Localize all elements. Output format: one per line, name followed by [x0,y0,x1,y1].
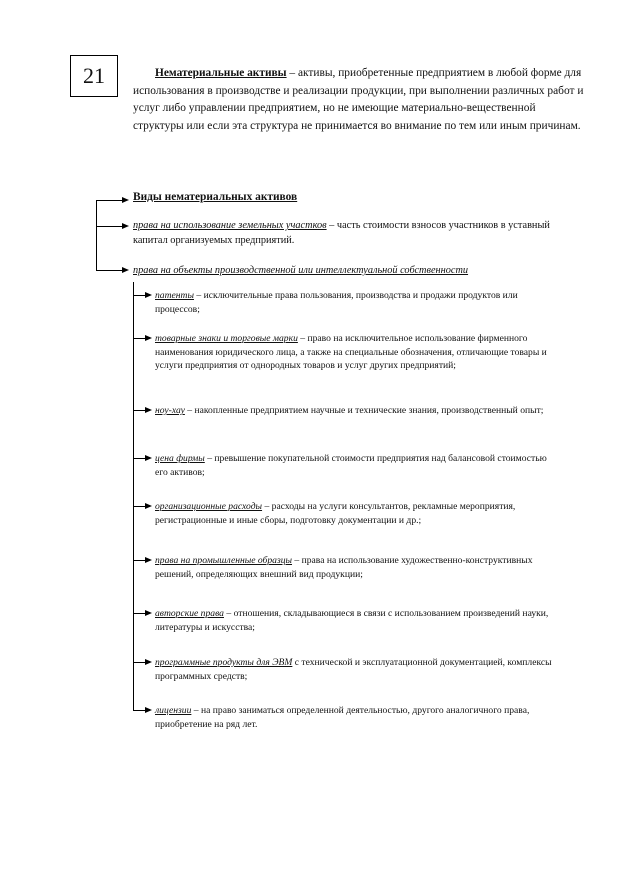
arrow-icon [145,455,152,461]
subitem-organizational-costs [155,500,560,527]
subitem-know-how [155,404,560,418]
category-land-rights [133,219,563,248]
subitem-industrial-designs [155,554,560,581]
category-text: – часть стоимости взносов участников в уставный капитал организуемых предприятий. [133,220,550,246]
subitem-text: – исключительные права пользования, производства и продажи продуктов или процессов; [155,290,518,315]
subitem-term: авторские права [155,608,224,619]
subitem-trademarks [155,332,560,373]
arrow-icon [145,503,152,509]
subitem-text: – отношения, складывающиеся в связи с использованием произведений науки, литературы и искусства; [155,608,549,633]
arrow-icon [122,197,129,203]
subitem-term: цена фирмы [155,453,205,464]
subitem-text: с технической и эксплуатационной документацией, комплексы программных средств; [155,657,552,682]
subitem-text: – расходы на услуги консультантов, рекламные мероприятия, регистрационные и иные сборы, подготовку документации и др.; [155,501,516,526]
subitem-copyright [155,607,560,634]
subitem-text: – накопленные предприятием научные и технические знания, производственный опыт; [184,405,544,416]
subitem-term: лицензии [155,705,192,716]
subitem-licenses [155,704,560,731]
arrow-icon [145,610,152,616]
category-title: права на использование земельных участков [133,220,327,231]
intro-paragraph [133,65,588,135]
subitem-term: права на промышленные образцы [155,555,293,566]
arrow-icon [122,223,129,229]
subtree-trunk-line [133,282,134,710]
arrow-icon [145,335,152,341]
intro-text: – активы, приобретенные предприятием в любой форме для использования в производстве и реализации продукции, при выполнении различных работ и услуг либо управлении предприятием, но не имеющие материально-вещественной структуры или если эта структура не принимается во внимание по тем или иным причинам. [133,67,584,132]
tree-trunk-line [96,200,97,270]
subitem-term: программные продукты для ЭВМ [155,657,293,668]
subitem-term: патенты [155,290,194,301]
subitem-text: – на право заниматься определенной деятельностью, другого аналогичного права, приобретение на ряд лет. [155,705,530,730]
subitem-patents [155,289,560,316]
subitem-text: – право на исключительное использование фирменного наименования юридического лица, а также на специальные обозначения, отличающие товары и услуги предприятия от однородных товаров и услуг других предприятий; [155,333,547,372]
arrow-icon [145,407,152,413]
category-title: права на объекты производственной или интеллектуальной собственности [133,265,469,276]
subitem-goodwill [155,452,560,479]
subitem-term: ноу-хау [155,405,185,416]
arrow-icon [145,292,152,298]
subitem-text: – права на использование художественно-конструктивных решений, определяющих внешний вид продукции; [155,555,533,580]
category-ip-rights [133,264,563,279]
subitem-term: товарные знаки и торговые марки [155,333,298,344]
arrow-icon [145,707,152,713]
subitem-software [155,656,560,683]
arrow-icon [145,659,152,665]
types-title: Виды нематериальных активов [133,191,298,203]
intro-term: Нематериальные активы [155,67,287,79]
subitem-text: – превышение покупательной стоимости предприятия над балансовой стоимостью его активов; [155,453,547,478]
arrow-icon [122,267,129,273]
subitem-term: организационные расходы [155,501,263,512]
arrow-icon [145,557,152,563]
page-number: 21 [70,55,118,97]
